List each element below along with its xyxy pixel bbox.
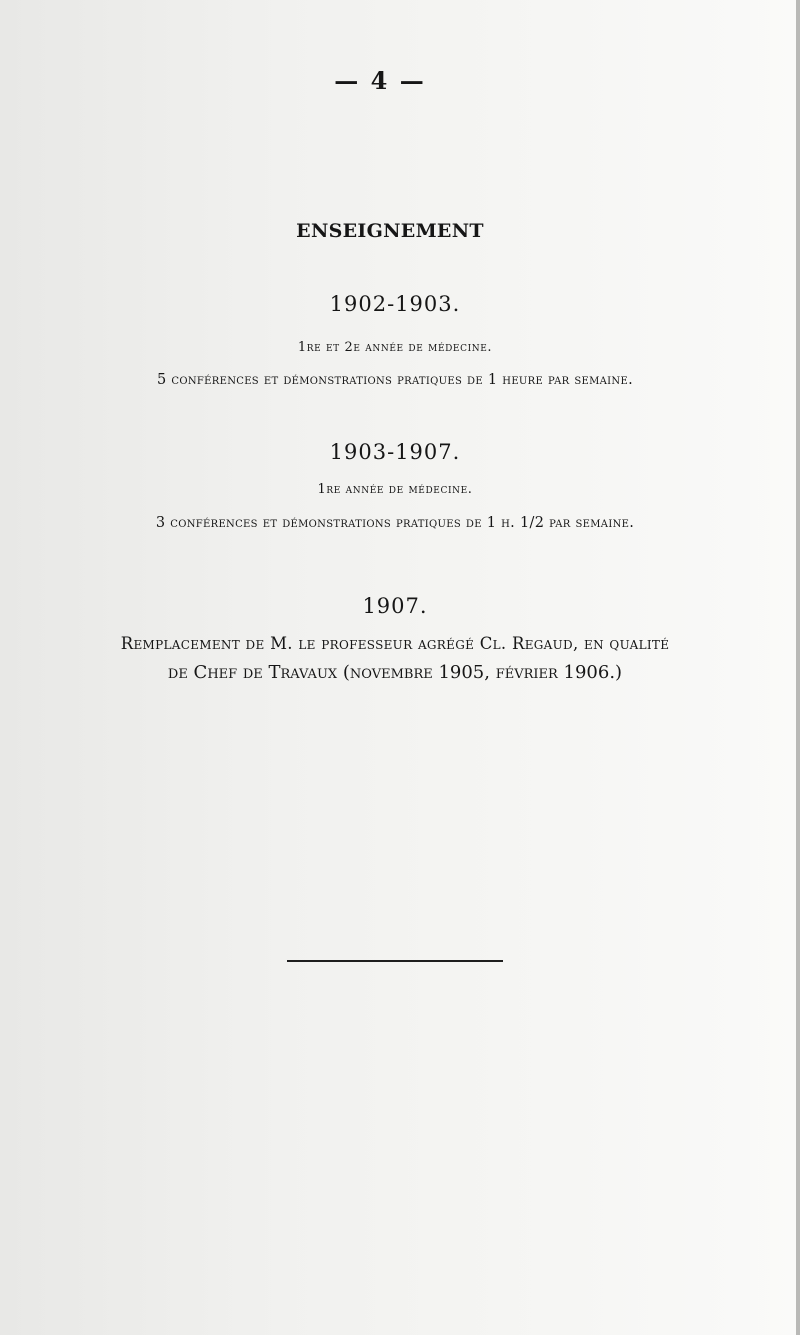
entry-1903-1907: [50, 440, 740, 550]
entry-1907: [50, 594, 740, 694]
entry-year: 1902-1903.: [329, 292, 461, 316]
entry-line: 1re année de médecine.: [317, 482, 473, 497]
entry-line: de Chef de Travaux (novembre 1905, février 1906.): [167, 662, 623, 683]
entry-line: Remplacement de M. le professeur agrégé Cl. Regaud, en qualité: [120, 634, 670, 653]
entry-year: 1903-1907.: [329, 440, 461, 464]
closing-rule: [287, 960, 503, 962]
page-number: — 4 —: [334, 66, 426, 95]
entry-line: 1re et 2e année de médecine.: [297, 340, 493, 355]
entry-line: 3 conférences et démonstrations pratiques de 1 h. 1/2 par semaine.: [155, 515, 635, 531]
entry-year: 1907.: [362, 594, 428, 618]
entry-1902-1903: [50, 292, 740, 402]
entry-line: 5 conférences et démonstrations pratiques de 1 heure par semaine.: [157, 372, 633, 388]
section-title: ENSEIGNEMENT: [296, 220, 484, 242]
